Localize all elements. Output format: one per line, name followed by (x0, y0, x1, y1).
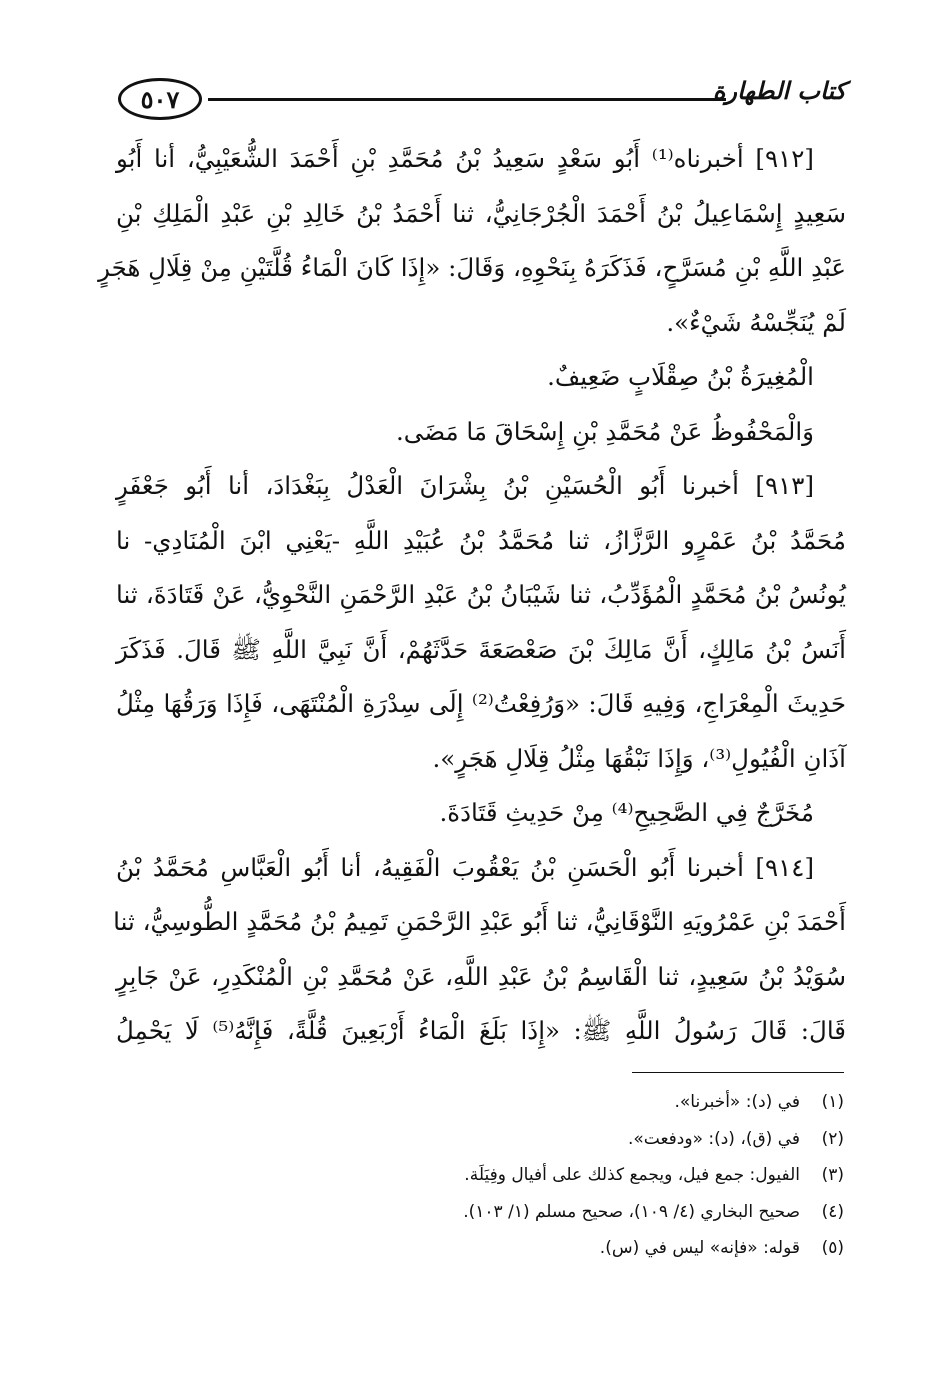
footnote-2 (124, 1121, 844, 1158)
text-line: [٩١٤] أخبرنا أَبُو الْحَسَنِ بْنُ يَعْقُوبَ الْفَقِيهُ، أنا أَبُو الْعَبَّاسِ مُحَمَّدُ بْنُ (116, 852, 814, 882)
text-line: الْمُغِيرَةُ بْنُ صِقْلَابٍ ضَعِيفٌ. (547, 362, 814, 391)
footnote-number: (٥) (821, 1238, 844, 1258)
header-rule (208, 98, 726, 101)
footnote-number: (١) (821, 1092, 844, 1112)
footnote-text: الفيول: جمع فيل، ويجمع كذلك على أفيال وفِيَلَة. (464, 1165, 800, 1185)
text-line: عَبْدِ اللَّهِ بْنِ مُسَرَّحٍ، فَذَكَرَهُ بِنَحْوِهِ، وَقَالَ: «إِذَا كَانَ الْمَاءُ قُلَّتَيْنِ مِنْ قِلَالِ هَجَرٍ (98, 253, 846, 282)
book-title: كتاب الطهارة (712, 76, 846, 105)
text-line: مُحَمَّدُ بْنُ عَمْرٍو الرَّزَّازُ، ثنا مُحَمَّدُ بْنُ عُبَيْدِ اللَّهِ -يَعْنِي ابْنَ الْمُنَادِي- نا (116, 525, 846, 555)
footnote-number: (٣) (821, 1165, 844, 1185)
hadith-912 (98, 132, 846, 350)
text-line: [٩١٣] أخبرنا أَبُو الْحُسَيْنِ بْنُ بِشْرَانَ الْعَدْلُ بِبَغْدَادَ، أنا أَبُو جَعْفَرٍ (116, 471, 814, 500)
footnote-5 (124, 1230, 844, 1267)
text-line: وَالْمَحْفُوظُ عَنْ مُحَمَّدِ بْنِ إِسْحَاقَ مَا مَضَى. (395, 416, 814, 446)
text-line: أَنَسُ بْنُ مَالِكٍ، أَنَّ مَالِكَ بْنَ صَعْصَعَةَ حَدَّثَهُمْ، أَنَّ نَبِيَّ اللَّهِ ﷺ قَالَ. فَذَكَرَ (116, 634, 846, 664)
footnote-text: في (د): «أخبرنا». (674, 1092, 800, 1112)
footnotes (124, 1084, 844, 1267)
text-line: لَمْ يُنَجِّسْهُ شَيْءٌ». (666, 307, 846, 337)
page-number: ٥٠٧ (140, 84, 180, 114)
footnote-number: (٢) (821, 1128, 844, 1149)
text-line: مُخَرَّجٌ فِي الصَّحِيحِ⁽⁴⁾ مِنْ حَدِيثِ قَتَادَةَ. (439, 798, 814, 827)
footnote-text: قوله: «فإنه» ليس في (س). (599, 1238, 800, 1258)
text-line: قَالَ: قَالَ رَسُولُ اللَّهِ ﷺ: «إِذَا بَلَغَ الْمَاءُ أَرْبَعِينَ قُلَّةً، فَإِنَّهُ⁽⁵⁾ لَا يَحْمِلُ (116, 1016, 846, 1045)
text-line: [٩١٢] أخبرناه⁽¹⁾ أَبُو سَعْدٍ سَعِيدُ بْنُ مُحَمَّدِ بْنِ أَحْمَدَ الشُّعَيْبِيُّ، أنا أَبُو (116, 144, 814, 173)
text-line: سَعِيدٍ إِسْمَاعِيلُ بْنُ أَحْمَدَ الْجُرْجَانِيُّ، ثنا أَحْمَدُ بْنُ خَالِدِ بْنِ عَبْدِ الْمَلِكِ بْنِ (116, 198, 846, 228)
footnote-text: صحيح البخاري (٤/ ١٠٩)، صحيح مسلم (١/ ١٠٣). (463, 1201, 800, 1222)
comment-mughira (116, 350, 846, 405)
page-header (118, 72, 846, 128)
comment-mahfuz (116, 405, 846, 460)
footnote-1 (124, 1084, 844, 1121)
text-line: يُونُسُ بْنُ مُحَمَّدٍ الْمُؤَدِّبُ، ثنا شَيْبَانُ بْنُ عَبْدِ الرَّحْمَنِ النَّحْوِيُّ، عَنْ قَتَادَةَ، ثنا (116, 580, 846, 609)
footnote-separator (632, 1072, 844, 1073)
text-line: أَحْمَدَ بْنِ عَمْرُويَهِ النَّوْقَانِيُّ، ثنا أَبُو عَبْدِ الرَّحْمَنِ تَمِيمُ بْنُ مُحَمَّدٍ الطُّوسِيُّ، ثنا (113, 907, 846, 936)
footnote-text: في (ق)، (د): «ودفعت». (627, 1128, 800, 1149)
text-line: حَدِيثَ الْمِعْرَاجِ، وَفِيهِ قَالَ: «وَرُفِعْتُ⁽²⁾ إِلَى سِدْرَةِ الْمُنْتَهَى، فَإِذَا وَرَقُهَا مِثْلُ (116, 689, 846, 718)
footnote-3 (124, 1157, 844, 1194)
main-text (98, 132, 846, 1059)
hadith-914 (113, 841, 846, 1059)
footnote-4 (124, 1194, 844, 1231)
page-number-badge (118, 78, 202, 120)
comment-sahih (116, 786, 846, 841)
text-line: آذَانِ الْفُيُولِ⁽³⁾، وَإِذَا نَبْقُهَا مِثْلُ قِلَالِ هَجَرٍ». (432, 743, 846, 773)
text-line: سُوَيْدُ بْنُ سَعِيدٍ، ثنا الْقَاسِمُ بْنُ عَبْدِ اللَّهِ، عَنْ مُحَمَّدِ بْنِ الْمُنْكَدِرِ، عَنْ جَابِرٍ (116, 961, 846, 991)
footnote-number: (٤) (821, 1201, 844, 1222)
hadith-913 (116, 459, 846, 786)
